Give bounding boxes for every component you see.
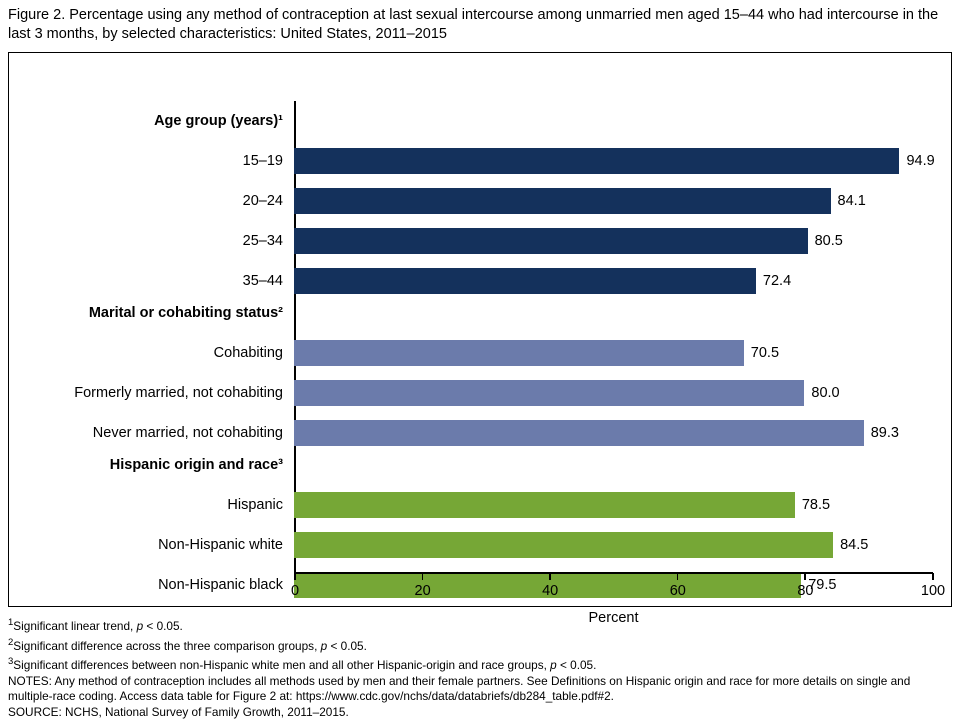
bar-cohabiting <box>294 340 744 366</box>
category-label-cohabiting: Cohabiting <box>213 345 283 361</box>
category-label-nh-black: Non-Hispanic black <box>158 577 283 593</box>
category-label-20-24: 20–24 <box>242 193 283 209</box>
x-tick-label-100: 100 <box>920 583 946 599</box>
bar-value-formerly-married: 80.0 <box>811 385 840 401</box>
bar-row-35-44 <box>294 261 932 301</box>
x-tick-80 <box>804 573 806 580</box>
footnote-1 <box>8 615 952 635</box>
category-label-column <box>9 101 289 593</box>
bar-hispanic <box>294 492 795 518</box>
bar-20-24 <box>294 188 831 214</box>
bar-row-never-married <box>294 413 932 453</box>
bar-row-nh-white <box>294 525 932 565</box>
x-tick-40 <box>549 573 551 580</box>
footnote-2-marker: 2 <box>8 636 14 648</box>
bar-value-20-24: 84.1 <box>837 193 866 209</box>
group-heading-hispanic-race: Hispanic origin and race³ <box>109 457 283 473</box>
category-label-formerly-married: Formerly married, not cohabiting <box>74 385 283 401</box>
bar-value-hispanic: 78.5 <box>801 497 831 513</box>
footnote-notes: NOTES: Any method of contraception includes all methods used by men and their female partners. See Definitions on Hispanic origin and race for more details on single and multiple-race coding. Access data table for Figure 2 at: https://www.cdc.gov/nchs/data/databriefs/db284_table.pdf#2. <box>8 673 911 704</box>
x-tick-label-0: 0 <box>290 583 300 599</box>
footnote-2-p: p <box>320 638 328 653</box>
bar-row-formerly-married <box>294 373 932 413</box>
x-tick-0 <box>294 573 296 580</box>
bar-35-44 <box>294 268 756 294</box>
footnote-2 <box>8 635 952 655</box>
bar-value-15-19: 94.9 <box>906 153 935 169</box>
bar-value-never-married: 89.3 <box>870 425 899 441</box>
footnote-1-text-b: < 0.05. <box>143 618 183 633</box>
x-tick-label-40: 40 <box>542 583 559 599</box>
x-tick-label-60: 60 <box>669 583 686 599</box>
footnotes-block <box>8 615 952 720</box>
category-label-15-19: 15–19 <box>242 153 283 169</box>
x-axis-title: Percent <box>588 610 639 626</box>
footnote-1-text-a: Significant linear trend, <box>13 618 137 633</box>
group-heading-marital: Marital or cohabiting status² <box>88 305 283 321</box>
x-tick-label-20: 20 <box>414 583 431 599</box>
category-label-35-44: 35–44 <box>242 273 283 289</box>
bar-nh-white <box>294 532 833 558</box>
category-label-never-married: Never married, not cohabiting <box>92 425 283 441</box>
bar-formerly-married <box>294 380 804 406</box>
footnote-1-p: p <box>136 618 144 633</box>
bar-never-married <box>294 420 864 446</box>
bar-row-15-19 <box>294 141 935 181</box>
footnote-3-text-b: < 0.05. <box>556 657 597 672</box>
x-tick-60 <box>677 573 679 580</box>
x-tick-20 <box>422 573 424 580</box>
x-axis-line <box>294 572 933 574</box>
category-label-nh-white: Non-Hispanic white <box>158 537 283 553</box>
category-label-25-34: 25–34 <box>242 233 283 249</box>
footnote-2-text-a: Significant difference across the three comparison groups, <box>13 638 321 653</box>
bar-row-20-24 <box>294 181 932 221</box>
bar-row-cohabiting <box>294 333 932 373</box>
footnote-3-marker: 3 <box>8 656 14 668</box>
x-tick-label-80: 80 <box>797 583 814 599</box>
bar-value-cohabiting: 70.5 <box>750 345 780 361</box>
bar-25-34 <box>294 228 808 254</box>
category-label-hispanic: Hispanic <box>227 497 283 513</box>
bar-row-hispanic <box>294 485 932 525</box>
footnote-source: SOURCE: NCHS, National Survey of Family Growth, 2011–2015. <box>8 704 349 719</box>
bar-row-25-34 <box>294 221 932 261</box>
bar-value-nh-black: 79.5 <box>808 577 837 593</box>
figure-title: Figure 2. Percentage using any method of contraception at last sexual intercourse among unmarried men aged 15–44 who had intercourse in the last 3 months, by selected characteristics: United States, 2011–2015 <box>8 7 939 42</box>
x-tick-100 <box>932 573 934 580</box>
footnote-2-text-b: < 0.05. <box>327 638 367 653</box>
bar-value-35-44: 72.4 <box>762 273 792 289</box>
footnote-1-marker: 1 <box>8 617 14 628</box>
footnote-3 <box>8 654 952 674</box>
bar-value-nh-white: 84.5 <box>840 537 869 553</box>
bar-15-19 <box>294 148 899 174</box>
group-heading-age: Age group (years)¹ <box>154 113 283 129</box>
bar-value-25-34: 80.5 <box>814 233 843 249</box>
footnote-3-p: p <box>550 657 557 672</box>
footnote-3-text-a: Significant differences between non-Hispanic white men and all other Hispanic-origin and race groups, <box>13 657 551 672</box>
bar-row-nh-black <box>294 565 932 605</box>
